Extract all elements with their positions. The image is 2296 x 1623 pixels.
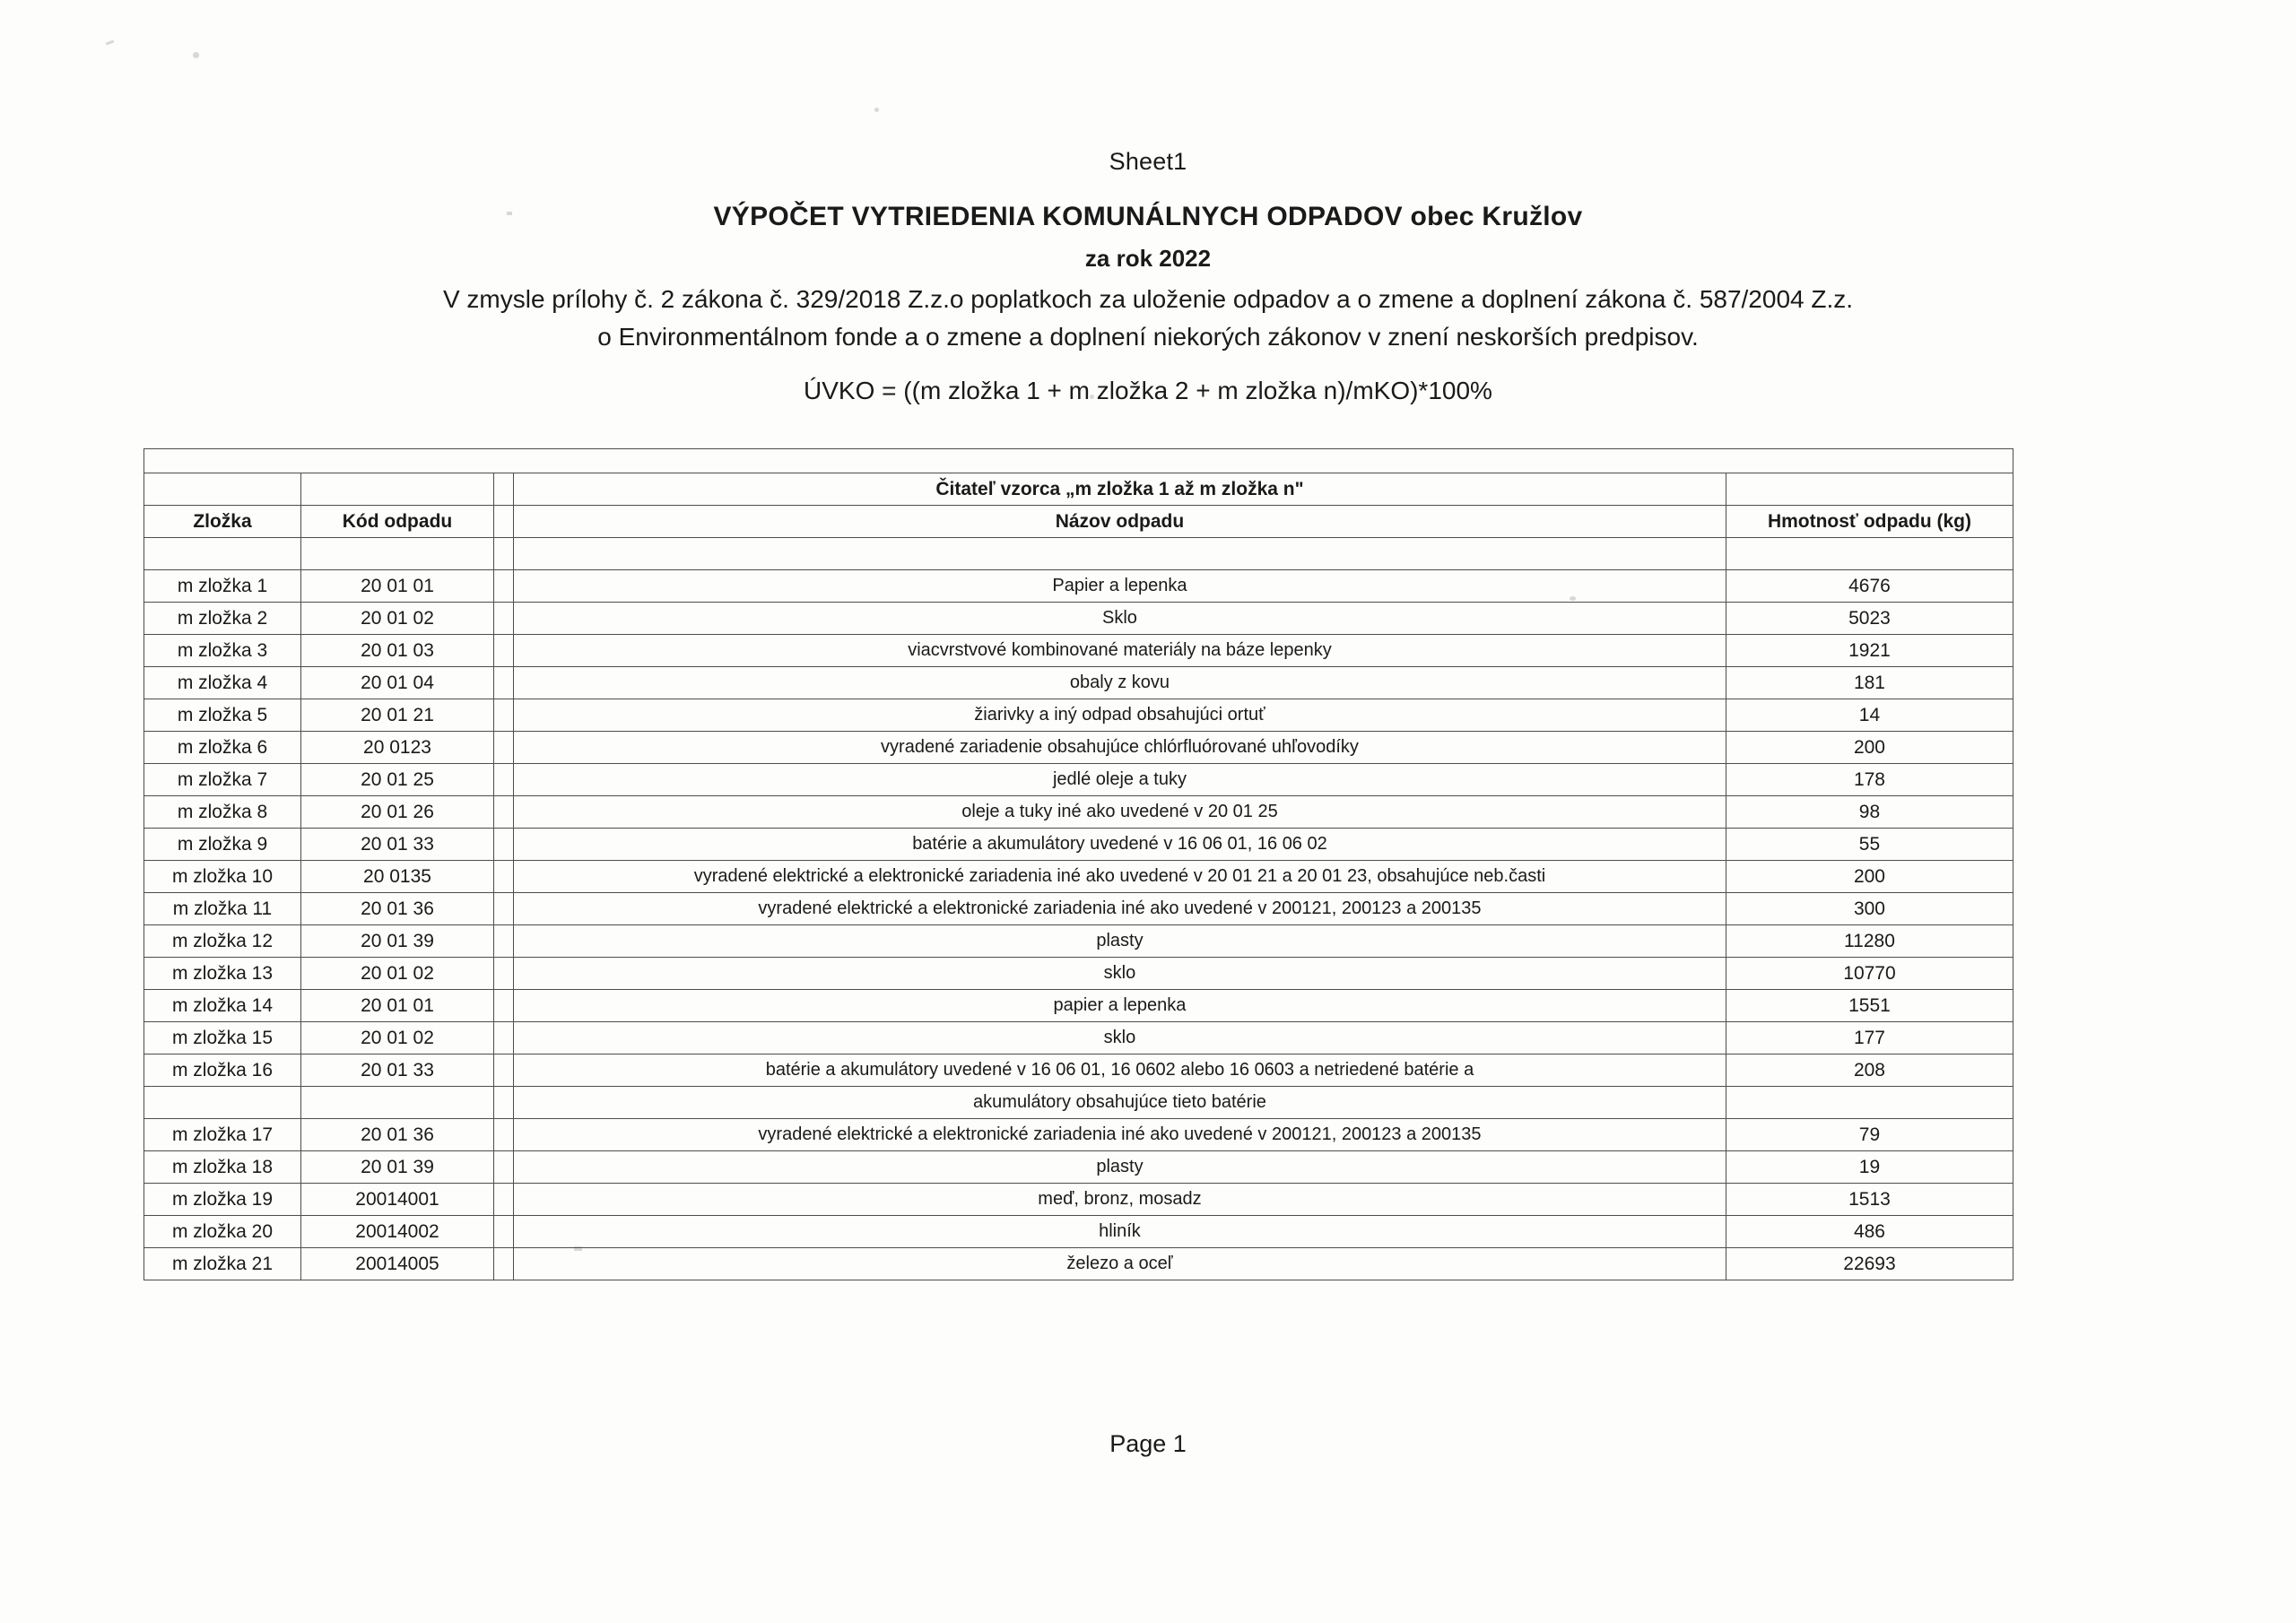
cell-gap [494,958,514,990]
cell-gap [494,1184,514,1216]
cell-gap [494,635,514,667]
cell-zlozka: m zložka 8 [144,796,301,829]
cell-zlozka: m zložka 19 [144,1184,301,1216]
header-hmotnost-odpadu: Hmotnosť odpadu (kg) [1726,506,2013,538]
table-row [144,570,2013,603]
cell-zlozka: m zložka 6 [144,732,301,764]
table-row [144,1151,2013,1184]
table-row [144,1119,2013,1151]
scan-speck [106,40,114,46]
cell-nazov-odpadu: viacvrstvové kombinované materiály na báze lepenky [514,635,1726,667]
cell-nazov-odpadu: meď, bronz, mosadz [514,1184,1726,1216]
cell-nazov-odpadu: vyradené zariadenie obsahujúce chlórfluórované uhľovodíky [514,732,1726,764]
cell-kod-odpadu: 20 01 33 [301,829,494,861]
cell-zlozka: m zložka 9 [144,829,301,861]
cell-zlozka: m zložka 20 [144,1216,301,1248]
table-row [144,603,2013,635]
cell-hmotnost: 79 [1726,1119,2013,1151]
scan-speck [874,108,879,112]
cell-kod-odpadu: 20 0135 [301,861,494,893]
table-row [144,1087,2013,1119]
legal-reference-line-1: V zmysle prílohy č. 2 zákona č. 329/2018 Z.z.o poplatkoch za uloženie odpadov a o zmene a doplnení zákona č. 587/2004 Z.z. [442,285,1854,313]
cell-gap [494,796,514,829]
spacer-zlozka [144,538,301,570]
table-row [144,861,2013,893]
cell-zlozka: m zložka 14 [144,990,301,1022]
document-year: za rok 2022 [1084,245,1212,272]
cell-nazov-odpadu: plasty [514,1151,1726,1184]
cell-kod-odpadu: 20 01 02 [301,1022,494,1055]
spacer-kod [301,538,494,570]
cell-nazov-odpadu: vyradené elektrické a elektronické zariadenia iné ako uvedené v 200121, 200123 a 200135 [514,1119,1726,1151]
table-row [144,829,2013,861]
table-row [144,635,2013,667]
table-row [144,732,2013,764]
cell-hmotnost: 55 [1726,829,2013,861]
cell-kod-odpadu: 20 01 39 [301,925,494,958]
cell-nazov-odpadu: sklo [514,1022,1726,1055]
cell-hmotnost: 98 [1726,796,2013,829]
cell-kod-odpadu [301,1087,494,1119]
spacer-nazov [514,538,1726,570]
table-header-row [144,506,2013,538]
cell-nazov-odpadu: batérie a akumulátory uvedené v 16 06 01, 16 0602 alebo 16 0603 a netriedené batérie a [514,1055,1726,1087]
cell-gap [494,1087,514,1119]
cell-kod-odpadu: 20 01 01 [301,990,494,1022]
table-row [144,699,2013,732]
cell-gap [494,1119,514,1151]
cell-kod-odpadu: 20 01 02 [301,958,494,990]
header-kod-odpadu: Kód odpadu [301,506,494,538]
cell-gap [494,570,514,603]
band-empty-gap [494,473,514,506]
table-row [144,667,2013,699]
cell-gap [494,1216,514,1248]
cell-nazov-odpadu: jedlé oleje a tuky [514,764,1726,796]
cell-zlozka: m zložka 13 [144,958,301,990]
table-row [144,893,2013,925]
cell-zlozka: m zložka 17 [144,1119,301,1151]
cell-zlozka: m zložka 15 [144,1022,301,1055]
cell-kod-odpadu: 20 01 39 [301,1151,494,1184]
cell-gap [494,990,514,1022]
table-row [144,1055,2013,1087]
cell-zlozka: m zložka 4 [144,667,301,699]
cell-kod-odpadu: 20014001 [301,1184,494,1216]
table-row [144,764,2013,796]
cell-zlozka [144,1087,301,1119]
cell-gap [494,1055,514,1087]
cell-kod-odpadu: 20 01 36 [301,1119,494,1151]
table-row [144,925,2013,958]
table-row [144,1184,2013,1216]
cell-gap [494,699,514,732]
band-empty-hmot [1726,473,2013,506]
table-top-spacer-cell [144,449,2013,473]
cell-gap [494,925,514,958]
cell-hmotnost: 14 [1726,699,2013,732]
cell-zlozka: m zložka 3 [144,635,301,667]
cell-zlozka: m zložka 1 [144,570,301,603]
cell-nazov-odpadu: sklo [514,958,1726,990]
band-empty-kod [301,473,494,506]
cell-hmotnost [1726,1087,2013,1119]
cell-hmotnost: 1921 [1726,635,2013,667]
table-header-spacer-row [144,538,2013,570]
cell-nazov-odpadu: hliník [514,1216,1726,1248]
cell-hmotnost: 178 [1726,764,2013,796]
table-row [144,796,2013,829]
cell-hmotnost: 200 [1726,861,2013,893]
cell-kod-odpadu: 20 01 26 [301,796,494,829]
cell-kod-odpadu: 20 01 03 [301,635,494,667]
cell-kod-odpadu: 20 0123 [301,732,494,764]
cell-nazov-odpadu: vyradené elektrické a elektronické zariadenia iné ako uvedené v 200121, 200123 a 200135 [514,893,1726,925]
cell-hmotnost: 208 [1726,1055,2013,1087]
cell-zlozka: m zložka 2 [144,603,301,635]
cell-hmotnost: 11280 [1726,925,2013,958]
cell-nazov-odpadu: vyradené elektrické a elektronické zariadenia iné ako uvedené v 20 01 21 a 20 01 23, obsahujúce neb.časti [514,861,1726,893]
formula-text: ÚVKO = ((m zložka 1 + m zložka 2 + m zložka n)/mKO)*100% [804,377,1492,404]
cell-nazov-odpadu: plasty [514,925,1726,958]
cell-nazov-odpadu: žiarivky a iný odpad obsahujúci ortuť [514,699,1726,732]
cell-kod-odpadu: 20 01 25 [301,764,494,796]
cell-hmotnost: 177 [1726,1022,2013,1055]
scan-speck [193,52,199,58]
header-gap [494,506,514,538]
waste-table-wrapper [144,448,2013,1280]
cell-hmotnost: 22693 [1726,1248,2013,1280]
table-row [144,990,2013,1022]
header-nazov-odpadu: Názov odpadu [514,506,1726,538]
page-footer: Page 1 [1109,1430,1187,1457]
cell-gap [494,1022,514,1055]
cell-kod-odpadu: 20 01 04 [301,667,494,699]
cell-kod-odpadu: 20014005 [301,1248,494,1280]
cell-nazov-odpadu: papier a lepenka [514,990,1726,1022]
cell-hmotnost: 300 [1726,893,2013,925]
table-top-spacer-row [144,449,2013,473]
title-block [0,202,2296,352]
cell-gap [494,829,514,861]
cell-gap [494,861,514,893]
sheet-label: Sheet1 [1109,148,1187,175]
cell-zlozka: m zložka 7 [144,764,301,796]
table-band-row [144,473,2013,506]
cell-gap [494,893,514,925]
document-title: VÝPOČET VYTRIEDENIA KOMUNÁLNYCH ODPADOV obec Kružlov [713,202,1583,231]
cell-zlozka: m zložka 16 [144,1055,301,1087]
cell-gap [494,1248,514,1280]
cell-nazov-odpadu: batérie a akumulátory uvedené v 16 06 01, 16 06 02 [514,829,1726,861]
cell-hmotnost: 1513 [1726,1184,2013,1216]
table-row [144,1248,2013,1280]
table-row [144,1022,2013,1055]
band-title: Čitateľ vzorca „m zložka 1 až m zložka n" [514,473,1726,506]
waste-table [144,448,2013,1280]
cell-nazov-odpadu: Papier a lepenka [514,570,1726,603]
header-zlozka: Zložka [144,506,301,538]
cell-hmotnost: 486 [1726,1216,2013,1248]
table-row [144,958,2013,990]
cell-hmotnost: 181 [1726,667,2013,699]
table-row [144,1216,2013,1248]
cell-hmotnost: 200 [1726,732,2013,764]
cell-nazov-odpadu: akumulátory obsahujúce tieto batérie [514,1087,1726,1119]
cell-gap [494,764,514,796]
cell-nazov-odpadu: Sklo [514,603,1726,635]
band-empty-zlozka [144,473,301,506]
cell-zlozka: m zložka 10 [144,861,301,893]
cell-gap [494,732,514,764]
cell-hmotnost: 1551 [1726,990,2013,1022]
cell-nazov-odpadu: železo a oceľ [514,1248,1726,1280]
cell-nazov-odpadu: oleje a tuky iné ako uvedené v 20 01 25 [514,796,1726,829]
cell-zlozka: m zložka 21 [144,1248,301,1280]
cell-kod-odpadu: 20014002 [301,1216,494,1248]
cell-hmotnost: 10770 [1726,958,2013,990]
cell-kod-odpadu: 20 01 36 [301,893,494,925]
spacer-hmot [1726,538,2013,570]
cell-zlozka: m zložka 18 [144,1151,301,1184]
cell-nazov-odpadu: obaly z kovu [514,667,1726,699]
cell-zlozka: m zložka 11 [144,893,301,925]
cell-gap [494,1151,514,1184]
cell-kod-odpadu: 20 01 21 [301,699,494,732]
cell-zlozka: m zložka 5 [144,699,301,732]
cell-kod-odpadu: 20 01 02 [301,603,494,635]
cell-kod-odpadu: 20 01 01 [301,570,494,603]
cell-hmotnost: 4676 [1726,570,2013,603]
legal-reference-line-2: o Environmentálnom fonde a o zmene a doplnení niekorých zákonov v znení neskorších predpisov. [597,323,1699,351]
cell-kod-odpadu: 20 01 33 [301,1055,494,1087]
cell-hmotnost: 5023 [1726,603,2013,635]
cell-gap [494,667,514,699]
cell-zlozka: m zložka 12 [144,925,301,958]
waste-table-body [144,570,2013,1280]
cell-hmotnost: 19 [1726,1151,2013,1184]
spacer-gap [494,538,514,570]
cell-gap [494,603,514,635]
